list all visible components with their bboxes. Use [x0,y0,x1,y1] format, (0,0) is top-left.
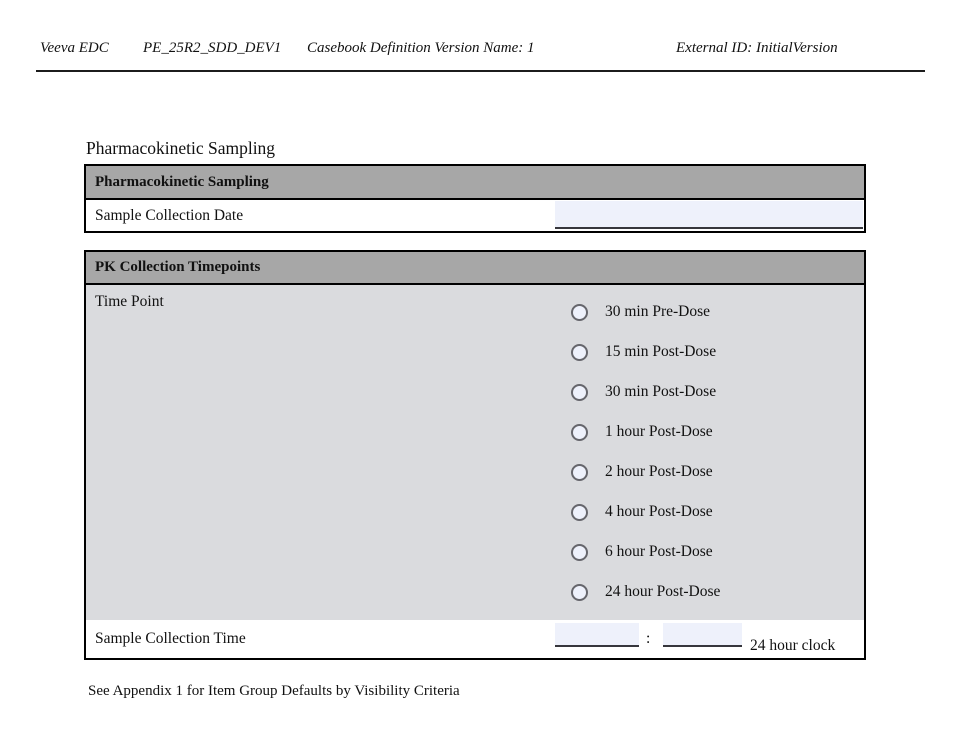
sample-collection-date-input[interactable] [555,201,863,229]
header-version-label: Casebook Definition Version Name: 1 [307,40,535,56]
sample-collection-date-label: Sample Collection Date [95,206,244,224]
radio-icon[interactable] [571,344,588,361]
radio-option-label: 2 hour Post-Dose [605,463,713,480]
radio-option-30min-post-dose[interactable] [571,372,720,412]
radio-icon[interactable] [571,464,588,481]
radio-option-1hour-post-dose[interactable] [571,412,720,452]
radio-option-24hour-post-dose[interactable] [571,572,720,612]
radio-icon[interactable] [571,584,588,601]
radio-option-label: 30 min Pre-Dose [605,303,711,320]
radio-icon[interactable] [571,424,588,441]
radio-option-label: 1 hour Post-Dose [605,423,713,440]
time-point-options [571,292,720,612]
sample-collection-date-row [86,200,864,231]
minute-input[interactable] [663,623,742,647]
section-pk-collection-timepoints [84,250,866,660]
sample-collection-time-label: Sample Collection Time [95,630,246,647]
section-pharmacokinetic-sampling [84,164,866,233]
time-separator: : [646,630,651,647]
appendix-footnote: See Appendix 1 for Item Group Defaults by Visibility Criteria [88,683,460,699]
header-app-name: Veeva EDC [40,40,109,56]
header-divider [36,70,925,72]
radio-option-label: 15 min Post-Dose [605,343,717,360]
time-point-row [86,285,864,620]
24-hour-clock-note: 24 hour clock [750,637,836,654]
radio-icon[interactable] [571,544,588,561]
time-point-label: Time Point [95,293,164,310]
radio-option-label: 24 hour Post-Dose [605,583,721,600]
sample-collection-time-row [86,620,864,658]
radio-option-4hour-post-dose[interactable] [571,492,720,532]
radio-icon[interactable] [571,504,588,521]
radio-option-15min-post-dose[interactable] [571,332,720,372]
section-header-pharmacokinetic-sampling: Pharmacokinetic Sampling [86,166,864,200]
radio-icon[interactable] [571,304,588,321]
header-study-id: PE_25R2_SDD_DEV1 [143,40,282,56]
radio-option-30min-pre-dose[interactable] [571,292,720,332]
radio-option-6hour-post-dose[interactable] [571,532,720,572]
radio-icon[interactable] [571,384,588,401]
radio-option-2hour-post-dose[interactable] [571,452,720,492]
radio-option-label: 30 min Post-Dose [605,383,717,400]
form-title: Pharmacokinetic Sampling [86,138,276,158]
section-header-pk-collection-timepoints: PK Collection Timepoints [86,252,864,285]
header-external-id: External ID: InitialVersion [676,40,838,56]
radio-option-label: 4 hour Post-Dose [605,503,713,520]
radio-option-label: 6 hour Post-Dose [605,543,713,560]
hour-input[interactable] [555,623,639,647]
